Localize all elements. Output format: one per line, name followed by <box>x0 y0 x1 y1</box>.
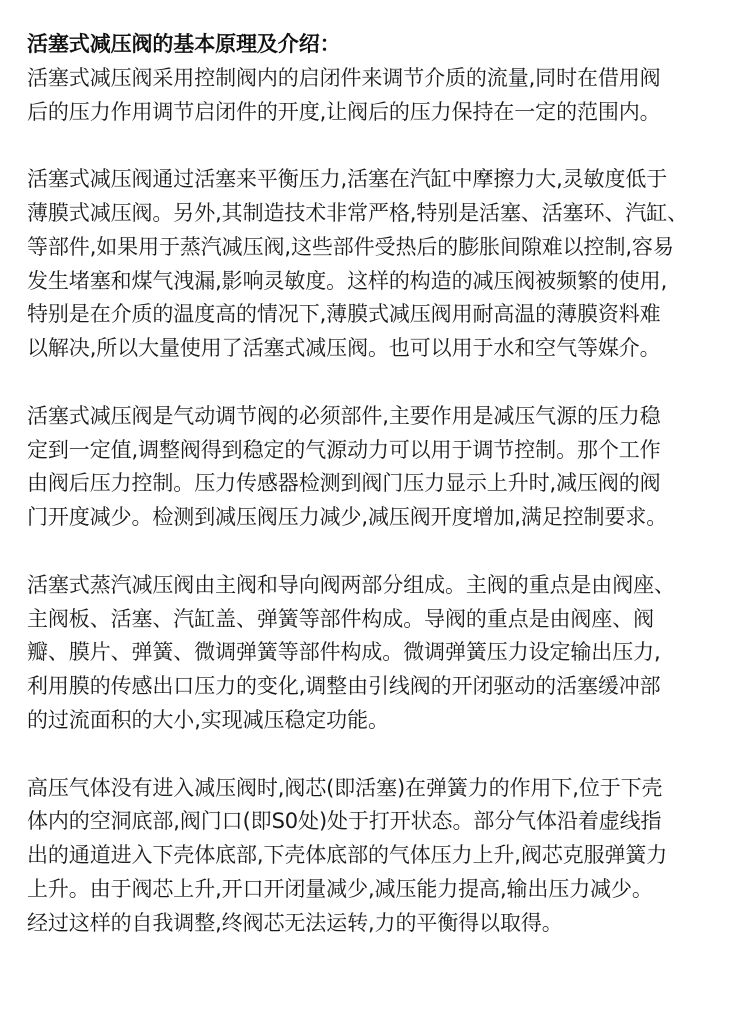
paragraph-5 <box>27 772 743 941</box>
text-line: 活塞式蒸汽减压阀由主阀和导向阀两部分组成。主阀的重点是由阀座、 <box>27 572 675 597</box>
text-line: 特别是在介质的温度高的情况下,薄膜式减压阀用耐高温的薄膜资料难 <box>27 302 661 327</box>
text-line: 活塞式减压阀通过活塞来平衡压力,活塞在汽缸中摩擦力大,灵敏度低于 <box>27 167 668 192</box>
text-line: 的过流面积的大小,实现减压稳定功能。 <box>27 707 389 732</box>
text-line: 门开度减少。检测到减压阀压力减少,减压阀开度增加,满足控制要求。 <box>27 505 668 530</box>
text-line: 主阀板、活塞、汽缸盖、弹簧等部件构成。导阀的重点是由阀座、阀 <box>27 606 654 631</box>
text-line: 高压气体没有进入减压阀时,阀芯(即活塞)在弹簧力的作用下,位于下壳 <box>27 775 663 800</box>
text-line: 等部件,如果用于蒸汽减压阀,这些部件受热后的膨胀间隙难以控制,容易 <box>27 234 674 259</box>
paragraph-2 <box>27 163 743 366</box>
text-line: 薄膜式减压阀。另外,其制造技术非常严格,特别是活塞、活塞环、汽缸、 <box>27 200 689 225</box>
text-line: 上升。由于阀芯上升,开口开闭量减少,减压能力提高,输出压力减少。 <box>27 876 653 901</box>
article-title: 活塞式减压阀的基本原理及介绍： <box>27 32 341 56</box>
paragraph-1 <box>27 62 743 130</box>
text-line: 出的通道进入下壳体底部,下壳体底部的气体压力上升,阀芯克服弹簧力 <box>27 843 668 868</box>
text-line: 活塞式减压阀是气动调节阀的必须部件,主要作用是减压气源的压力稳 <box>27 403 661 428</box>
text-line: 由阀后压力控制。压力传感器检测到阀门压力显示上升时,减压阀的阀 <box>27 471 661 496</box>
paragraph-4 <box>27 569 743 738</box>
text-line: 瓣、膜片、弹簧、微调弹簧等部件构成。微调弹簧压力设定输出压力, <box>27 640 661 665</box>
text-line: 发生堵塞和煤气洩漏,影响灵敏度。这样的构造的减压阀被频繁的使用, <box>27 268 668 293</box>
text-line: 活塞式减压阀采用控制阀内的启闭件来调节介质的流量,同时在借用阀 <box>27 65 661 90</box>
article <box>27 28 743 941</box>
paragraph-3 <box>27 400 743 535</box>
text-line: 后的压力作用调节启闭件的开度,让阀后的压力保持在一定的范围内。 <box>27 99 661 124</box>
text-line: 体内的空洞底部,阀门口(即S0处)处于打开状态。部分气体沿着虚线指 <box>27 809 662 834</box>
text-line: 定到一定值,调整阀得到稳定的气源动力可以用于调节控制。那个工作 <box>27 437 661 462</box>
text-line: 经过这样的自我调整,终阀芯无法运转,力的平衡得以取得。 <box>27 910 563 935</box>
text-line: 以解决,所以大量使用了活塞式减压阀。也可以用于水和空气等媒介。 <box>27 336 661 361</box>
text-line: 利用膜的传感出口压力的变化,调整由引线阀的开闭驱动的活塞缓冲部 <box>27 674 661 699</box>
